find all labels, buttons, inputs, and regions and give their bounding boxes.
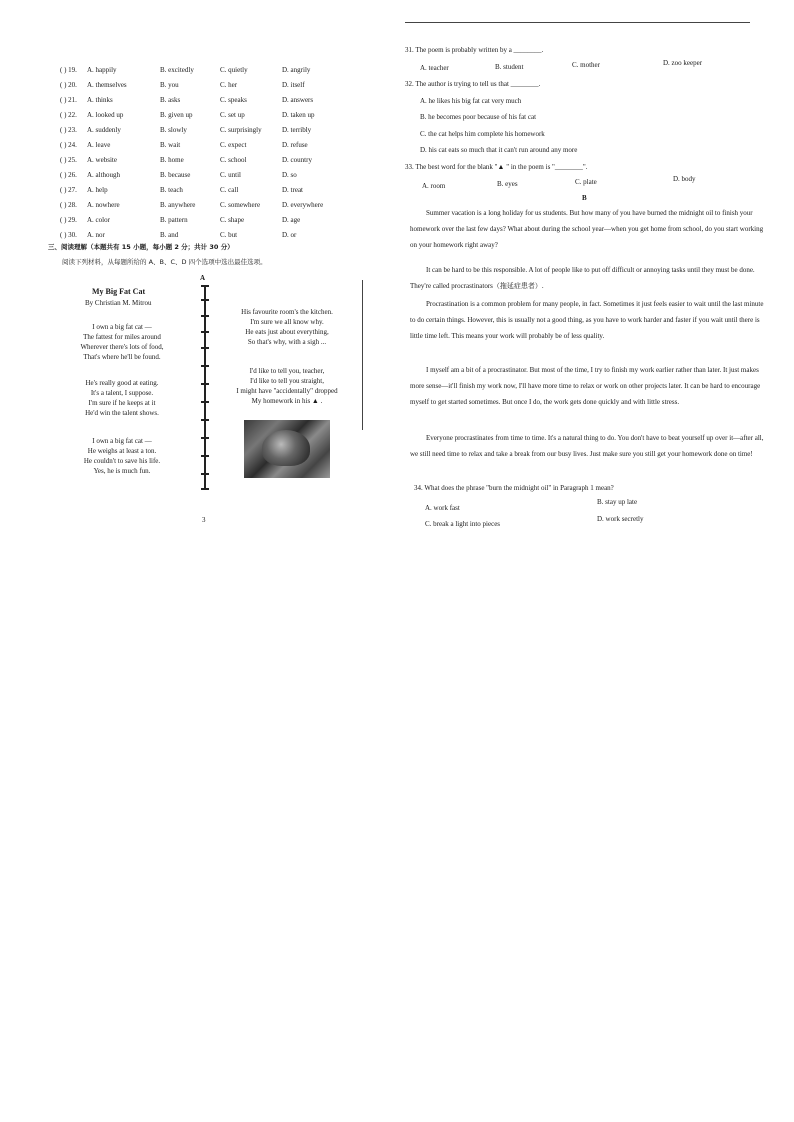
cloze-option-c: C. quietly — [220, 66, 248, 74]
poem-line: I own a big fat cat — — [92, 323, 152, 331]
poem-line: He's really good at eating. — [85, 379, 159, 387]
cloze-option-a: A. themselves — [87, 81, 127, 89]
passage-b-paragraph-5: Everyone procrastinates from time to time. It's a natural thing to do. You don't have to beat yourself up over it—after all, we still need time to relax and take a break from our busy lives. Just make sure you still get your homework done on time! — [410, 434, 764, 458]
cloze-option-c: C. call — [220, 186, 239, 194]
cloze-option-b: B. pattern — [160, 216, 188, 224]
q33-option-b: B. eyes — [497, 180, 518, 188]
cloze-option-n: ( ) 30. — [60, 231, 77, 239]
cloze-option-d: D. angrily — [282, 66, 311, 74]
section3-title: 三、阅读理解（本题共有 15 小题，每小题 2 分；共计 30 分） — [48, 243, 234, 251]
poem-author: By Christian M. Mitrou — [85, 299, 152, 307]
cloze-option-c: C. but — [220, 231, 238, 239]
poem-stanza-5 — [222, 366, 352, 406]
cloze-option-n: ( ) 28. — [60, 201, 77, 209]
poem-line: I own a big fat cat — — [92, 437, 152, 445]
right-margin-rule — [362, 280, 363, 430]
poem-line: I might have "accidentally" dropped — [236, 387, 338, 395]
cloze-option-a: A. suddenly — [87, 126, 121, 134]
cloze-option-b: B. teach — [160, 186, 183, 194]
cloze-option-d: D. taken up — [282, 111, 315, 119]
poem-line: He weighs at least a ton. — [87, 447, 157, 455]
poem-line: He couldn't to save his life. — [83, 457, 161, 465]
cloze-option-d: D. terribly — [282, 126, 312, 134]
cloze-option-n: ( ) 24. — [60, 141, 77, 149]
cloze-option-b: B. asks — [160, 96, 181, 104]
cloze-option-row — [60, 141, 345, 153]
passage-b-paragraph-1: Summer vacation is a long holiday for us students. But how many of you have burned the midnight oil to finish your homework over the last few days? What about during the school year—when you get home from school, do you start working on your homework right away? — [410, 209, 764, 249]
poem-line: I'm sure if he keeps at it — [88, 399, 156, 407]
passage-b-paragraph-2: It can be hard to be this responsible. A lot of people like to put off difficult or annoying tasks until they must be done. They're called procrastinators（拖延症患者）. — [410, 266, 755, 290]
q33-option-a: A. room — [422, 182, 446, 190]
poem-line: That's where he'll be found. — [83, 353, 161, 361]
section3-instruction: 阅读下列材料，从每题所给的 A、B、C、D 四个选项中选出最佳选项。 — [62, 258, 267, 266]
q34-option-b: B. stay up late — [597, 498, 638, 506]
q32-option-b: B. he becomes poor because of his fat cat — [420, 113, 537, 121]
cloze-option-n: ( ) 20. — [60, 81, 77, 89]
cloze-option-d: D. or — [282, 231, 297, 239]
q34-stem: 34. What does the phrase "burn the midnight oil" in Paragraph 1 mean? — [414, 484, 614, 492]
cloze-option-c: C. her — [220, 81, 238, 89]
cloze-option-n: ( ) 26. — [60, 171, 77, 179]
cloze-option-n: ( ) 19. — [60, 66, 77, 74]
cloze-option-c: C. set up — [220, 111, 245, 119]
cloze-option-row — [60, 126, 345, 138]
poem-line: I'd like to tell you, teacher, — [249, 367, 325, 375]
q32-option-a: A. he likes his big fat cat very much — [420, 97, 522, 105]
cloze-option-row — [60, 231, 345, 243]
poem-stanza-3 — [72, 436, 172, 476]
cloze-option-d: D. answers — [282, 96, 314, 104]
cloze-option-n: ( ) 21. — [60, 96, 77, 104]
cloze-option-c: C. surprisingly — [220, 126, 262, 134]
poem-line: So that's why, with a sigh ... — [247, 338, 327, 346]
poem-line: My homework in his ▲ . — [251, 397, 323, 405]
poem-line: It's a talent, I suppose. — [90, 389, 154, 397]
cloze-option-a: A. happily — [87, 66, 117, 74]
cloze-option-a: A. color — [87, 216, 110, 224]
cloze-option-c: C. somewhere — [220, 201, 261, 209]
poem-line: He eats just about everything, — [245, 328, 329, 336]
cloze-option-a: A. thinks — [87, 96, 113, 104]
cloze-option-d: D. treat — [282, 186, 303, 194]
cloze-option-row — [60, 111, 345, 123]
cloze-option-a: A. although — [87, 171, 121, 179]
poem-line: I'm sure we all know why. — [250, 318, 324, 326]
cloze-option-c: C. shape — [220, 216, 245, 224]
cloze-option-d: D. country — [282, 156, 312, 164]
cloze-option-a: A. leave — [87, 141, 111, 149]
q32-option-c: C. the cat helps him complete his homework — [420, 130, 545, 138]
cloze-option-d: D. everywhere — [282, 201, 324, 209]
q34-option-a: A. work fast — [425, 504, 460, 512]
cat-photo — [244, 420, 330, 478]
cloze-option-row — [60, 186, 345, 198]
cloze-option-n: ( ) 22. — [60, 111, 77, 119]
poem-stanza-2 — [72, 378, 172, 418]
q33-stem: 33. The best word for the blank "▲ " in the poem is "________". — [405, 163, 588, 171]
cloze-option-a: A. help — [87, 186, 108, 194]
cloze-option-b: B. wait — [160, 141, 181, 149]
poem-line: He'd win the talent shows. — [85, 409, 159, 417]
q31-option-b: B. student — [495, 63, 524, 71]
cloze-option-row — [60, 96, 345, 108]
cloze-option-d: D. itself — [282, 81, 305, 89]
cloze-option-b: B. given up — [160, 111, 193, 119]
cloze-option-row — [60, 81, 345, 93]
q31-option-a: A. teacher — [420, 64, 449, 72]
cloze-option-d: D. age — [282, 216, 301, 224]
q31-option-c: C. mother — [572, 61, 600, 69]
poem-line: I'd like to tell you straight, — [250, 377, 324, 385]
header-rule — [405, 22, 750, 23]
cloze-option-b: B. and — [160, 231, 179, 239]
passage-b-paragraph-4: I myself am a bit of a procrastinator. But most of the time, I try to finish my work earlier rather than later. It just makes more sense—it'll finish my work now, I'll have more time to relax or work on other projects later. It can be hard to encourage myself to get started sometimes. But once I do, the work gets done quickly and with little stress. — [410, 366, 761, 406]
q33-option-d: D. body — [673, 175, 696, 183]
poem-line: The fattest for miles around — [83, 333, 161, 341]
passage-a-label: A — [200, 274, 206, 282]
cloze-option-row — [60, 201, 345, 213]
q34-option-d: D. work secretly — [597, 515, 644, 523]
q31-stem: 31. The poem is probably written by a ________. — [405, 46, 544, 54]
poem-line: Yes, he is much fun. — [93, 467, 151, 475]
q31-option-d: D. zoo keeper — [663, 59, 703, 67]
cloze-option-b: B. home — [160, 156, 184, 164]
cloze-option-c: C. until — [220, 171, 242, 179]
cloze-option-n: ( ) 29. — [60, 216, 77, 224]
poem-line: Wherever there's lots of food, — [80, 343, 164, 351]
cloze-option-a: A. nowhere — [87, 201, 120, 209]
cloze-option-c: C. school — [220, 156, 247, 164]
cloze-option-b: B. you — [160, 81, 179, 89]
cloze-option-row — [60, 171, 345, 183]
poem-line: His favourite room's the kitchen. — [241, 308, 333, 316]
cloze-option-row — [60, 216, 345, 228]
notebook-spine-decoration — [201, 285, 209, 490]
cloze-option-n: ( ) 23. — [60, 126, 77, 134]
cloze-option-b: B. because — [160, 171, 191, 179]
cloze-option-b: B. anywhere — [160, 201, 196, 209]
poem-title: My Big Fat Cat — [92, 287, 146, 296]
cloze-option-b: B. excitedly — [160, 66, 194, 74]
cloze-option-a: A. website — [87, 156, 117, 164]
poem-stanza-4 — [228, 307, 346, 347]
cloze-option-a: A. looked up — [87, 111, 124, 119]
cloze-option-c: C. speaks — [220, 96, 247, 104]
cloze-option-a: A. nor — [87, 231, 105, 239]
cloze-option-n: ( ) 25. — [60, 156, 77, 164]
q33-option-c: C. plate — [575, 178, 597, 186]
q32-stem: 32. The author is trying to tell us that ________. — [405, 80, 541, 88]
q34-option-c: C. break a light into pieces — [425, 520, 501, 528]
page-number: 3 — [202, 516, 206, 524]
q32-option-d: D. his cat eats so much that it can't run around any more — [420, 146, 578, 154]
passage-b-paragraph-3: Procrastination is a common problem for many people, in fact. Sometimes it just feels easier to wait until the last minute to do certain things. However, this is usually not a good thing, as you have to work harder and faster if you wait until there is little time left. This means your work will probably be of less quality. — [410, 300, 764, 340]
cloze-option-d: D. so — [282, 171, 297, 179]
cloze-option-row — [60, 156, 345, 168]
cloze-option-d: D. refuse — [282, 141, 308, 149]
cloze-option-b: B. slowly — [160, 126, 187, 134]
passage-b-label: B — [582, 194, 587, 202]
cloze-option-n: ( ) 27. — [60, 186, 77, 194]
cloze-option-row — [60, 66, 345, 78]
cloze-option-c: C. expect — [220, 141, 247, 149]
poem-stanza-1 — [72, 322, 172, 362]
